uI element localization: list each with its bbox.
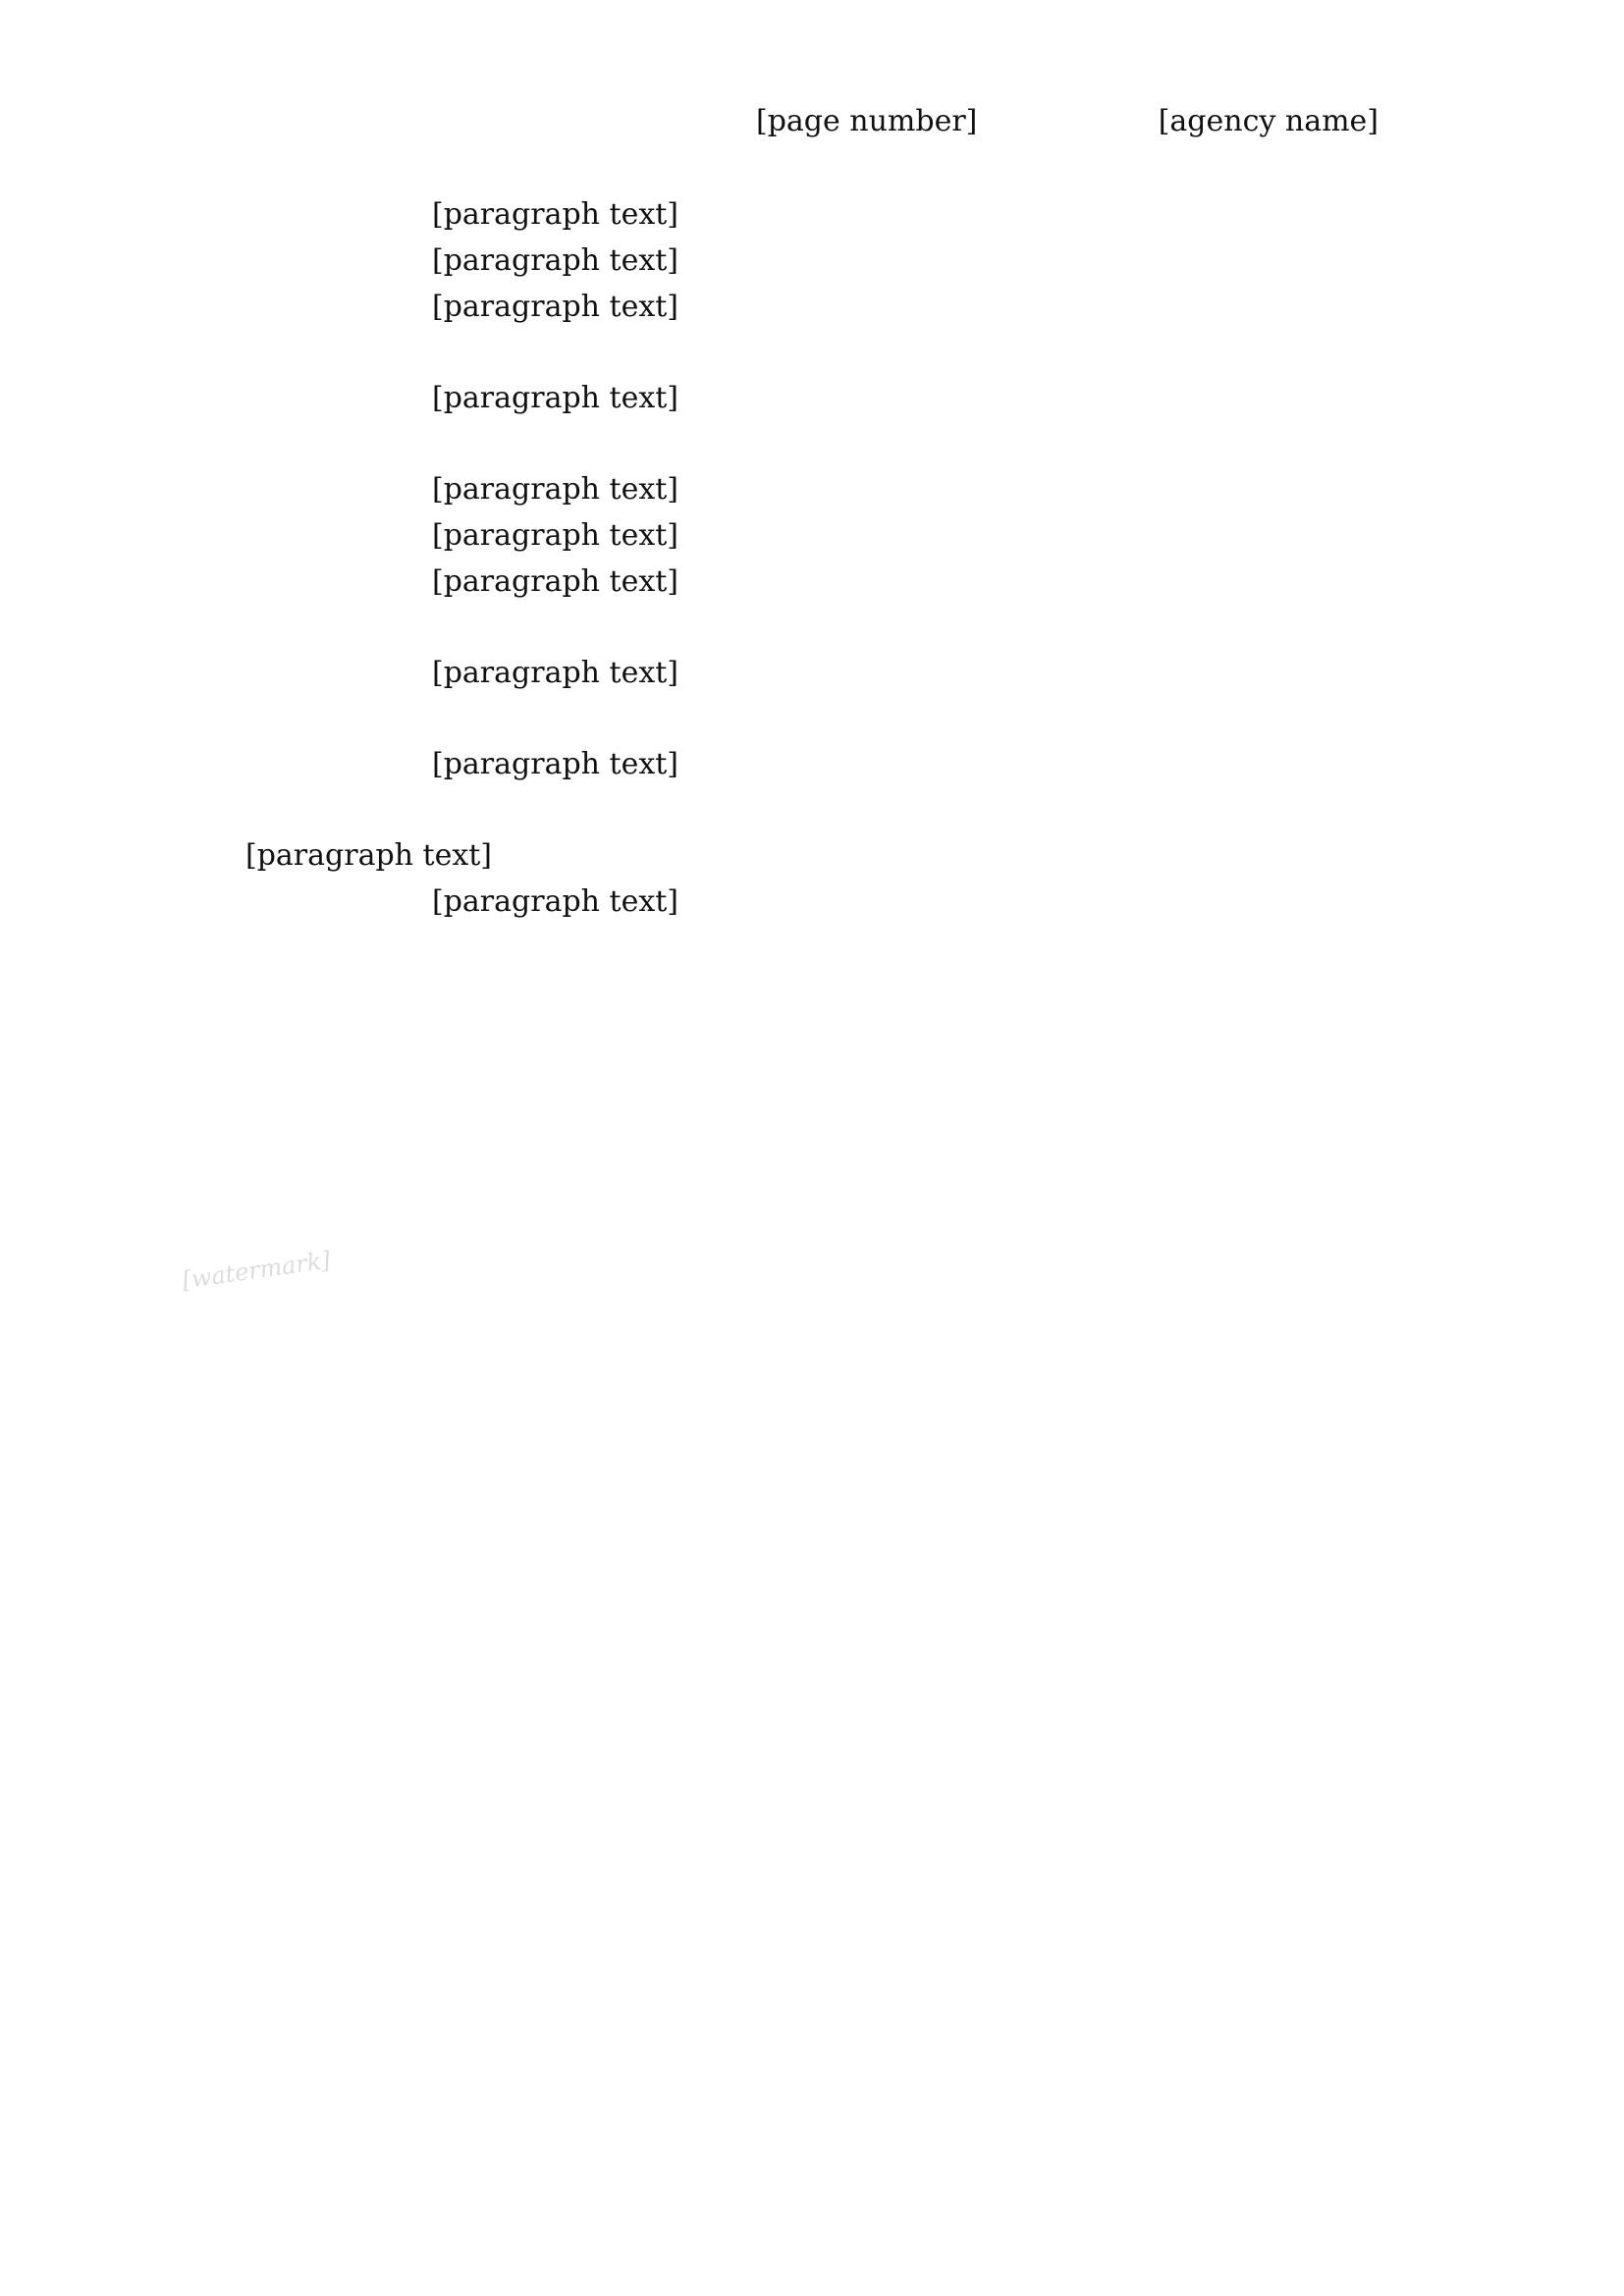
paragraph: [paragraph text]	[432, 518, 679, 553]
agency-name: [agency name]	[1158, 104, 1379, 138]
paragraph: [paragraph text]	[432, 381, 679, 415]
paragraph: [paragraph text]	[432, 884, 679, 919]
paragraph: [paragraph text]	[432, 197, 679, 232]
paragraph: [paragraph text]	[432, 472, 679, 507]
paragraph: [paragraph text]	[432, 564, 679, 599]
page-header	[0, 94, 1624, 153]
paragraph: [paragraph text]	[432, 243, 679, 278]
page-number: [page number]	[756, 104, 978, 138]
paragraph: [paragraph text]	[245, 838, 493, 873]
paragraph: [paragraph text]	[432, 747, 679, 781]
document-body	[245, 191, 1379, 925]
watermark: [watermark]	[180, 1246, 333, 1295]
paragraph: [paragraph text]	[432, 656, 679, 690]
paragraph: [paragraph text]	[432, 290, 679, 324]
